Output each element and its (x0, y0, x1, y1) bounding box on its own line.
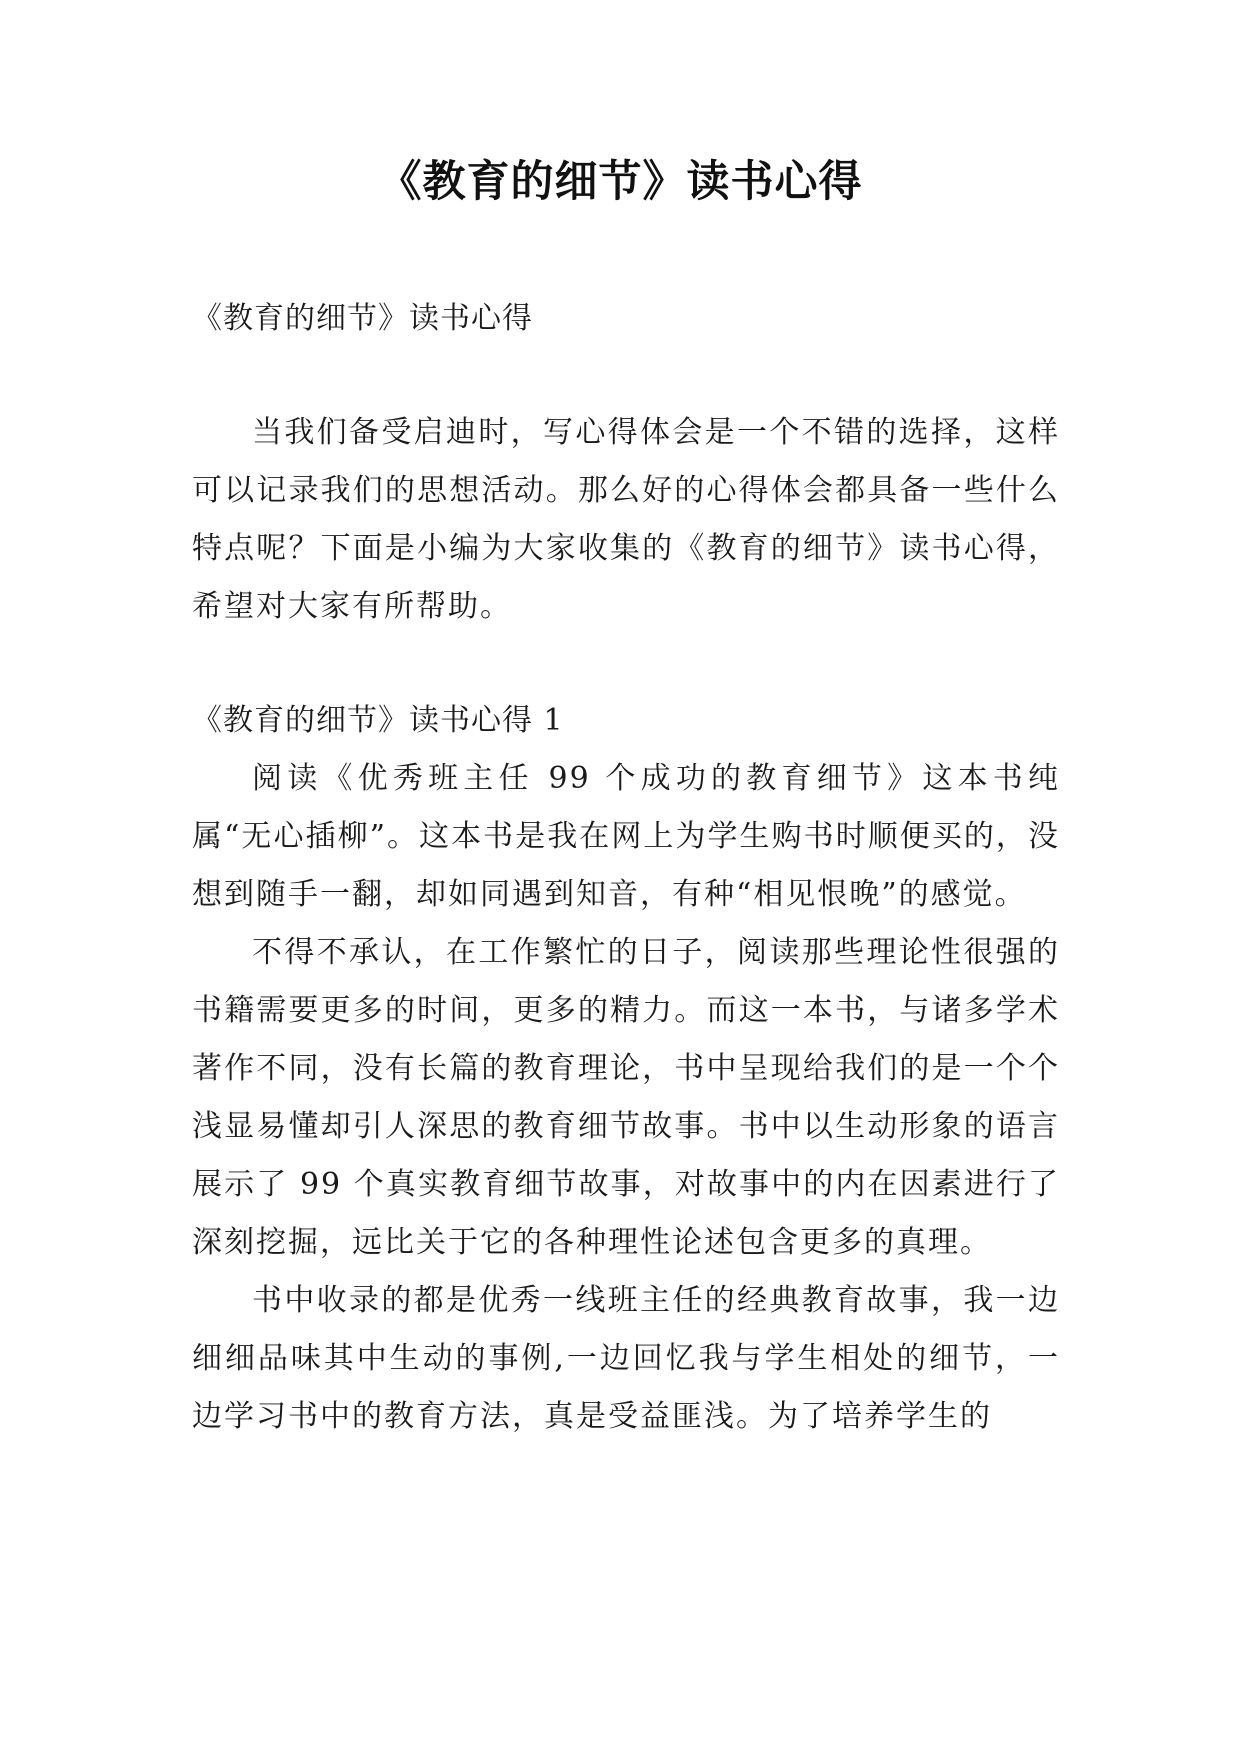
document-title: 《教育的细节》读书心得 (378, 157, 863, 207)
document-body (192, 290, 1060, 1446)
section-heading: 《教育的细节》读书心得 1 (192, 703, 564, 738)
body-paragraph: 阅读《优秀班主任 99 个成功的教育细节》这本书纯属“无心插柳”。这本书是我在网上为学生购书时顺便买的，没想到随手一翻，却如同遇到知音，有种“相见恨晚”的感觉。 (192, 761, 1060, 912)
document-subtitle: 《教育的细节》读书心得 (192, 301, 533, 336)
body-paragraph: 书中收录的都是优秀一线班主任的经典教育故事，我一边细细品味其中生动的事例,一边回忆我与学生相处的细节，一边学习书中的教育方法，真是受益匪浅。为了培养学生的 (192, 1283, 1060, 1434)
intro-paragraph: 当我们备受启迪时，写心得体会是一个不错的选择，这样可以记录我们的思想活动。那么好的心得体会都具备一些什么特点呢？下面是小编为大家收集的《教育的细节》读书心得，希望对大家有所帮助。 (192, 415, 1060, 624)
spacer (192, 348, 1060, 404)
body-paragraph: 不得不承认，在工作繁忙的日子，阅读那些理论性很强的书籍需要更多的时间，更多的精力。而这一本书，与诸多学术著作不同，没有长篇的教育理论，书中呈现给我们的是一个个浅显易懂却引人深思的教育细节故事。书中以生动形象的语言展示了 99 个真实教育细节故事，对故事中的内在因素进行了深刻挖掘，远比关于它的各种理性论述包含更多的真理。 (192, 935, 1060, 1260)
spacer (192, 636, 1060, 692)
